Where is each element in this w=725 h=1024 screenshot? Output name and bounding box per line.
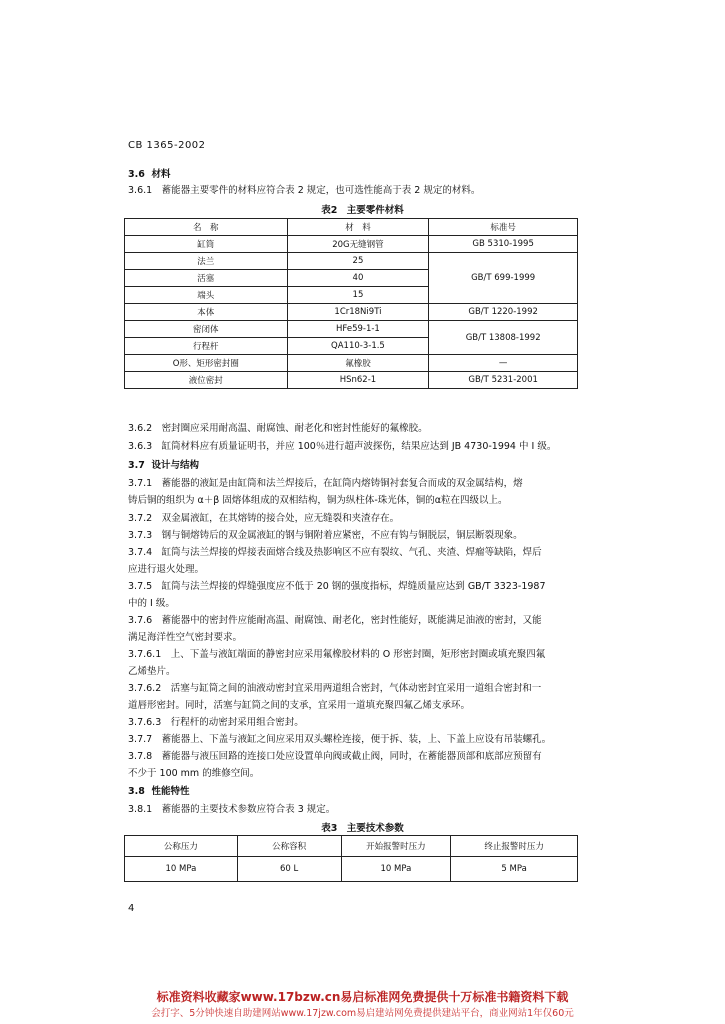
table-cell: HFe59-1-1 [287,321,429,338]
table-cell: 法兰 [125,253,288,270]
section-3-7-heading: 3.7 设计与结构 [128,460,199,471]
page-number: 4 [128,903,135,914]
table-cell: GB/T 13808-1992 [429,321,578,355]
para-3-7-8-cont: 不少于 100 mm 的维修空间。 [128,768,260,779]
table3-header: 公称容积 [237,836,341,857]
table-cell: 40 [287,270,429,287]
table-cell: HSn62-1 [287,372,429,389]
footer-line-2: 会打字、5分钟快速自助建网站www.17jzw.com易启建站网免费提供建站平台，商业网站1年仅60元 [151,1008,574,1019]
standard-header: CB 1365-2002 [128,140,206,151]
table3-header-row [125,836,578,857]
table-cell: 5 MPa [451,857,578,882]
para-3-6-2: 3.6.2 密封圈应采用耐高温、耐腐蚀、耐老化和密封性能好的氟橡胶。 [128,423,428,434]
table-cell: GB 5310-1995 [429,236,578,253]
table-cell: — [429,355,578,372]
para-3-7-5-cont: 中的 I 级。 [128,598,175,609]
para-3-7-6-3: 3.7.6.3 行程杆的动密封采用组合密封。 [128,717,304,728]
para-3-7-4: 3.7.4 缸筒与法兰焊接的焊接表面熔合线及热影响区不应有裂纹、气孔、夹渣、焊瘤等缺陷，焊后 [128,547,542,558]
table-row [125,372,578,389]
footer-line-1: 标准资料收藏家www.17bzw.cn易启标准网免费提供十万标准书籍资料下载 [156,990,569,1004]
table-row [125,304,578,321]
table-cell: O形、矩形密封圈 [125,355,288,372]
table3-header: 开始报警时压力 [341,836,451,857]
table2-header: 标准号 [429,219,578,236]
table-cell: 液位密封 [125,372,288,389]
para-3-7-6: 3.7.6 蓄能器中的密封件应能耐高温、耐腐蚀、耐老化，密封性能好，既能满足油液的密封，又能 [128,615,542,626]
para-3-7-5: 3.7.5 缸筒与法兰焊接的焊缝强度应不低于 20 钢的强度指标，焊缝质量应达到 GB/T 3323-1987 [128,581,546,592]
para-3-8-1: 3.8.1 蓄能器的主要技术参数应符合表 3 规定。 [128,804,336,815]
para-3-7-8: 3.7.8 蓄能器与液压回路的连接口处应设置单向阀或截止阀，同时，在蓄能器顶部和底部应预留有 [128,751,542,762]
table-cell: 氟橡胶 [287,355,429,372]
para-3-7-4-cont: 应进行退火处理。 [128,564,205,575]
table-cell: 本体 [125,304,288,321]
table-row [125,236,578,253]
table2 [124,218,578,389]
table-cell: 端头 [125,287,288,304]
table-row [125,253,578,270]
table-cell: 20G无缝钢管 [287,236,429,253]
table-cell: QA110-3-1.5 [287,338,429,355]
table-cell: GB/T 1220-1992 [429,304,578,321]
section-3-8-heading: 3.8 性能特性 [128,786,190,797]
table3 [124,835,578,882]
table3-header: 公称压力 [125,836,238,857]
table-cell: 1Cr18Ni9Ti [287,304,429,321]
table-cell: 密闭体 [125,321,288,338]
table-cell: 活塞 [125,270,288,287]
table-cell: GB/T 5231-2001 [429,372,578,389]
table-row [125,355,578,372]
table-cell: 25 [287,253,429,270]
table3-header: 终止报警时压力 [451,836,578,857]
para-3-7-6-1-cont: 乙烯垫片。 [128,666,176,677]
table-cell: 缸筒 [125,236,288,253]
table-cell: 行程杆 [125,338,288,355]
table2-header: 名 称 [125,219,288,236]
table3-caption: 表3 主要技术参数 [321,823,404,834]
para-3-7-3: 3.7.3 钢与铜熔铸后的双金属液缸的钢与铜附着应紧密，不应有钩与铜脱层，铜层断裂现象。 [128,530,523,541]
table2-header-row [125,219,578,236]
table2-header: 材 料 [287,219,429,236]
para-3-6-3: 3.6.3 缸筒材料应有质量证明书，并应 100％进行超声波探伤，结果应达到 JB 4730-1994 中 I 级。 [128,441,557,452]
table-cell: 60 L [237,857,341,882]
para-3-7-7: 3.7.7 蓄能器上、下盖与液缸之间应采用双头螺栓连接，便于拆、装，上、下盖上应设有吊装螺孔。 [128,734,552,745]
table-cell: GB/T 699-1999 [429,253,578,304]
para-3-7-6-2: 3.7.6.2 活塞与缸筒之间的油液动密封宜采用两道组合密封，气体动密封宜采用一道组合密封和一 [128,683,542,694]
table-row [125,857,578,882]
table-cell: 10 MPa [125,857,238,882]
para-3-6-1: 3.6.1 蓄能器主要零件的材料应符合表 2 规定，也可选性能高于表 2 规定的材料。 [128,185,481,196]
para-3-7-1-cont: 铸后铜的组织为 α＋β 固熔体组成的双相结构，铜为纵柱体-珠光体，铜的α粒在四级以上。 [128,495,508,506]
para-3-7-6-cont: 满足海洋性空气密封要求。 [128,632,243,643]
table-row [125,321,578,338]
table-cell: 10 MPa [341,857,451,882]
para-3-7-6-1: 3.7.6.1 上、下盖与液缸端面的静密封应采用氟橡胶材料的 O 形密封圈，矩形密封圈或填充聚四氟 [128,649,546,660]
table2-caption: 表2 主要零件材料 [321,205,404,216]
para-3-7-1: 3.7.1 蓄能器的液缸是由缸筒和法兰焊接后，在缸筒内熔铸铜衬套复合而成的双金属结构，熔 [128,478,523,489]
section-3-6-heading: 3.6 材料 [128,169,171,180]
table-cell: 15 [287,287,429,304]
para-3-7-2: 3.7.2 双金属液缸，在其熔铸的接合处，应无缝裂和夹渣存在。 [128,513,400,524]
para-3-7-6-2-cont: 道唇形密封。同时，活塞与缸筒之间的支承，宜采用一道填充聚四氟乙烯支承环。 [128,700,471,711]
